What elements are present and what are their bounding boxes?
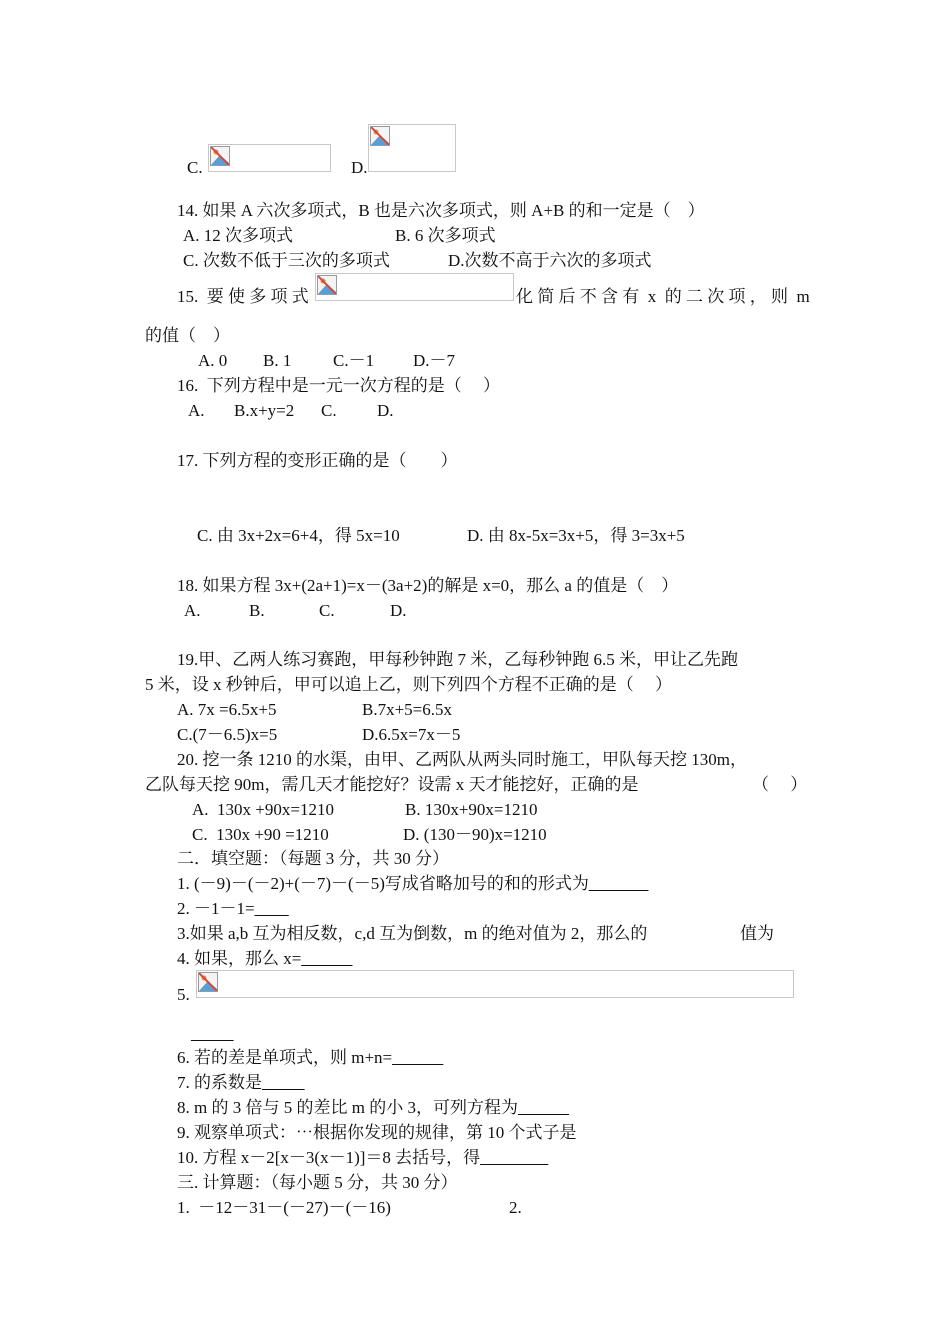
q14-option-b: B. 6 次多项式 bbox=[395, 226, 496, 245]
q15-option-c: C.－1 bbox=[333, 351, 375, 370]
q14-option-c: C. 次数不低于三次的多项式 bbox=[183, 251, 390, 270]
q13-option-c-label: C. bbox=[187, 158, 203, 177]
q14-option-a: A. 12 次多项式 bbox=[183, 226, 294, 245]
fill-4: 4. 如果，那么 x=______ bbox=[177, 949, 353, 968]
q18-option-c: C. bbox=[319, 601, 335, 620]
fill-6-blank: ______ bbox=[392, 1048, 444, 1067]
q19-line2: 5 米，设 x 秒钟后，甲可以追上乙，则下列四个方程不正确的是（ ） bbox=[145, 675, 672, 694]
q18-stem: 18. 如果方程 3x+(2a+1)=x－(3a+2)的解是 x=0，那么 a 的值是（ ） bbox=[177, 576, 679, 595]
broken-image-icon bbox=[317, 275, 337, 295]
q16-option-d: D. bbox=[377, 401, 394, 420]
q17-option-d: D. 由 8x-5x=3x+5，得 3=3x+5 bbox=[467, 526, 685, 545]
q15-option-a: A. 0 bbox=[198, 351, 228, 370]
q16-option-b: B.x+y=2 bbox=[234, 401, 295, 420]
q15-option-d: D.－7 bbox=[413, 351, 456, 370]
q15-option-b: B. 1 bbox=[263, 351, 292, 370]
q16-option-c: C. bbox=[321, 401, 337, 420]
broken-image-icon bbox=[370, 126, 390, 146]
q19-option-c: C.(7－6.5)x=5 bbox=[177, 725, 278, 744]
q15-polynomial-image bbox=[315, 273, 514, 301]
broken-image-icon bbox=[198, 972, 218, 992]
calc-1: 1. －12－31－(－27)－(－16) bbox=[177, 1198, 391, 1217]
q20-option-c: C. 130x +90 =1210 bbox=[192, 825, 329, 844]
fill-4-blank: ______ bbox=[301, 949, 353, 968]
fill-3-part2: 值为 bbox=[740, 924, 774, 943]
section3-title: 三. 计算题：（每小题 5 分，共 30 分） bbox=[177, 1173, 458, 1192]
fill-2-blank: ____ bbox=[254, 899, 289, 918]
q20-line2: 乙队每天挖 90m，需几天才能挖好？设需 x 天才能挖好，正确的是 bbox=[145, 775, 639, 794]
broken-image-icon bbox=[210, 146, 230, 166]
q16-stem: 16. 下列方程中是一元一次方程的是（ ） bbox=[177, 376, 500, 395]
q20-option-d: D. (130－90)x=1210 bbox=[403, 825, 547, 844]
fill-5-image bbox=[196, 970, 794, 998]
q18-option-b: B. bbox=[249, 601, 265, 620]
section2-title: 二．填空题：（每题 3 分，共 30 分） bbox=[177, 849, 449, 868]
fill-9: 9. 观察单项式：⋯根据你发现的规律，第 10 个式子是 bbox=[177, 1123, 577, 1142]
q13-option-d-image bbox=[368, 124, 456, 172]
q16-option-a: A. bbox=[188, 401, 205, 420]
q14-option-d: D.次数不高于六次的多项式 bbox=[448, 251, 652, 270]
fill-8: 8. m 的 3 倍与 5 的差比 m 的小 3，可列方程为______ bbox=[177, 1098, 569, 1117]
q13-option-d-label: D. bbox=[351, 158, 368, 177]
q20-answer-paren: （ ） bbox=[752, 775, 808, 794]
q17-stem: 17. 下列方程的变形正确的是（ ） bbox=[177, 451, 458, 470]
q20-option-b: B. 130x+90x=1210 bbox=[405, 800, 538, 819]
q18-option-a: A. bbox=[184, 601, 201, 620]
q19-line1: 19.甲、乙两人练习赛跑，甲每秒钟跑 7 米，乙每秒钟跑 6.5 米，甲让乙先跑 bbox=[177, 650, 738, 669]
q18-option-d: D. bbox=[390, 601, 407, 620]
q17-option-c: C. 由 3x+2x=6+4，得 5x=10 bbox=[197, 526, 400, 545]
fill-5-blank: _____ bbox=[191, 1024, 234, 1043]
q19-option-a: A. 7x =6.5x+5 bbox=[177, 700, 277, 719]
fill-6: 6. 若的差是单项式，则 m+n=______ bbox=[177, 1048, 444, 1067]
calc-2: 2. bbox=[509, 1198, 522, 1217]
q13-option-c-image bbox=[208, 144, 331, 172]
fill-3-part1: 3.如果 a,b 互为相反数，c,d 互为倒数，m 的绝对值为 2，那么的 bbox=[177, 924, 648, 943]
fill-7: 7. 的系数是_____ bbox=[177, 1073, 305, 1092]
fill-1-blank: _______ bbox=[588, 874, 649, 893]
fill-2: 2. －1－1=____ bbox=[177, 899, 289, 918]
fill-1: 1. (－9)－(－2)+(－7)－(－5)写成省略加号的和的形式为_______ bbox=[177, 874, 649, 893]
q15-prefix: 15. 要 使 多 项 式 bbox=[177, 287, 309, 306]
q15-suffix: 化 简 后 不 含 有 x 的 二 次 项 ， 则 m bbox=[516, 287, 810, 306]
fill-7-blank: _____ bbox=[262, 1073, 305, 1092]
q20-line1: 20. 挖一条 1210 的水渠，由甲、乙两队从两头同时施工，甲队每天挖 130m， bbox=[177, 750, 747, 769]
fill-10: 10. 方程 x－2[x－3(x－1)]＝8 去括号，得________ bbox=[177, 1148, 549, 1167]
fill-10-blank: ________ bbox=[480, 1148, 549, 1167]
q19-option-d: D.6.5x=7x－5 bbox=[362, 725, 461, 744]
fill-5-label: 5. bbox=[177, 985, 190, 1004]
q19-option-b: B.7x+5=6.5x bbox=[362, 700, 453, 719]
fill-8-blank: ______ bbox=[517, 1098, 569, 1117]
q15-continuation: 的值（ ） bbox=[145, 326, 230, 345]
q20-option-a: A. 130x +90x=1210 bbox=[192, 800, 334, 819]
q14-stem: 14. 如果 A 六次多项式，B 也是六次多项式，则 A+B 的和一定是（ ） bbox=[177, 201, 705, 220]
